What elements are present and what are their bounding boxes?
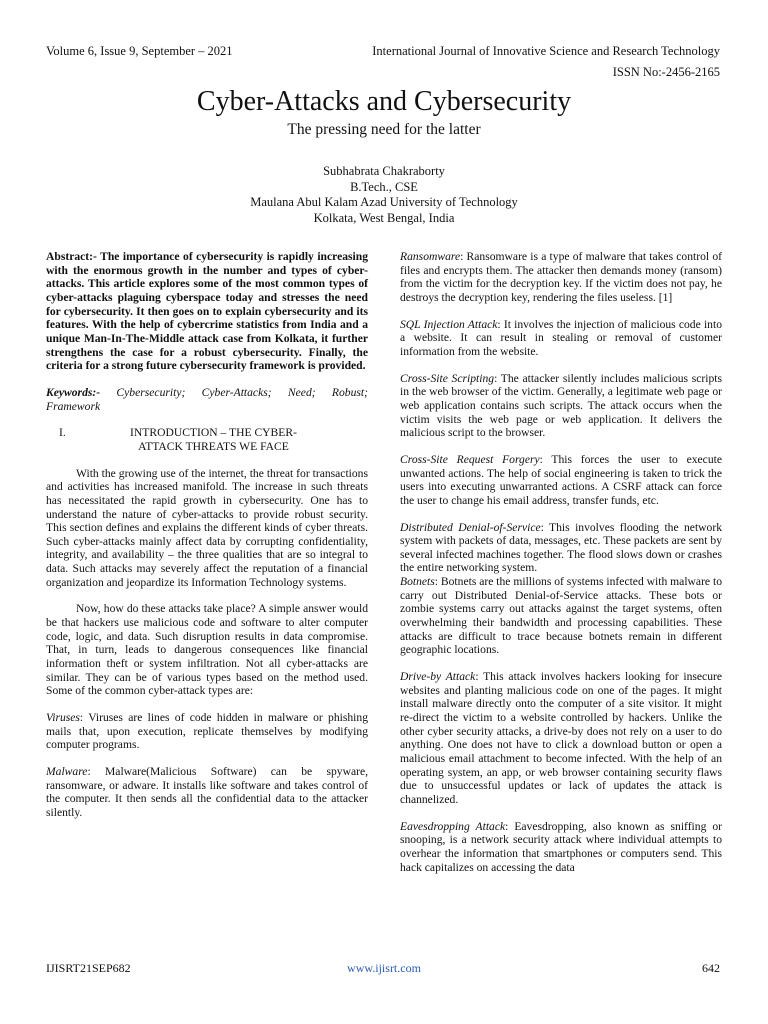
author-university: Maulana Abul Kalam Azad University of Technology xyxy=(250,195,518,210)
attack-term: SQL Injection Attack xyxy=(400,317,498,331)
attack-text: : Botnets are the millions of systems infected with malware to carry out Distributed Denial-of-Service attacks. These bots or zombie systems carry out attacks against the target systems, often overwhelming their bandwidth and processing capabilities. These attacks are difficult to trace because botnets remain in different geographic locations. xyxy=(400,575,722,657)
attack-term: Malware xyxy=(46,765,88,778)
abstract: Abstract:- The importance of cybersecurity is rapidly increasing with the enormous growth in the number and types of cyber-attacks. This article explores some of the most common types of cyber-attacks plaguing cyberspace today and stresses the need for cybersecurity. It then goes on to explain cybersecurity and its features. With the help of cybercrime statistics from India and a unique Man-In-The-Middle attack case from Kolkata, it further strengthens the case for a robust cybersecurity. Finally, the criteria for a strong future cybersecurity framework is provided. xyxy=(46,250,368,373)
author-location: Kolkata, West Bengal, India xyxy=(313,210,455,225)
attack-term: Eavesdropping Attack xyxy=(400,819,506,833)
attack-text: : It involves the injection of malicious code into a website. It can result in stealing or removal of customer information from the website. xyxy=(400,317,722,358)
attack-term: Distributed Denial-of-Service xyxy=(400,520,541,534)
attack-term: Drive-by Attack xyxy=(400,670,476,684)
header-journal: International Journal of Innovative Science and Research Technology xyxy=(372,44,720,58)
keywords-text: Cybersecurity; Cyber-Attacks; Need; Robust; Framework xyxy=(46,385,368,413)
section-number: I. xyxy=(59,426,66,440)
section-heading xyxy=(46,426,368,453)
attack-text: : The attacker silently includes malicious scripts in the web browser of the victim. Generally, a legitimate web page or web application contains such scripts. The attack occurs when the victim visits the web page or web application. It delivers the malicious script to the browser. xyxy=(400,371,722,440)
attack-eavesdropping xyxy=(400,820,722,875)
author-degree: B.Tech., CSE xyxy=(350,179,418,194)
attack-ddos xyxy=(400,521,722,576)
attack-text: : Ransomware is a type of malware that takes control of files and encrypts them. The attacker then demands money (ransom) from the victim for the decryption key. If the victim does not pay, he destroys the decryption key, rendering the files useless. [1] xyxy=(400,250,722,304)
attack-csrf xyxy=(400,453,722,508)
left-column xyxy=(46,250,368,833)
intro-paragraph-1: With the growing use of the internet, the threat for transactions and activities has increased manifold. The increase in such threats has necessitated the rapid growth in cybersecurity. One has to understand the nature of cyber-attacks to provide robust security. This section defines and explains the different kinds of cyber threats. Such cyber-attacks mainly affect data by corrupting confidentiality, integrity, and availability – the three qualities that are so integral to data. Such attacks may severely affect the reputation of a financial organization and jeopardize its Information Technology systems. xyxy=(46,466,368,589)
attack-term: Cross-Site Request Forgery xyxy=(400,452,540,466)
attack-viruses xyxy=(46,711,368,752)
section-title: INTRODUCTION – THE CYBER-ATTACK THREATS WE FACE xyxy=(130,426,297,453)
attack-botnets xyxy=(400,575,722,657)
paper-subtitle: The pressing need for the latter xyxy=(287,121,481,138)
attack-ransomware xyxy=(400,250,722,305)
attack-sql-injection xyxy=(400,318,722,359)
right-column xyxy=(400,250,722,874)
footer-website-link[interactable]: www.ijisrt.com xyxy=(347,961,421,975)
attack-text: : This forces the user to execute unwanted actions. The help of social engineering is taken to trick the users into executing unwarranted actions. A CSRF attack can force the user to change his email address, transfer funds, etc. xyxy=(400,452,722,507)
footer-page-number: 642 xyxy=(702,961,720,975)
paper-title: Cyber-Attacks and Cybersecurity xyxy=(196,86,572,117)
intro-paragraph-2: Now, how do these attacks take place? A simple answer would be that hackers use malicious code and software to alter computer code, logic, and data. Such disruption results in data compromise. That, in turn, leads to dangerous consequences like financial information theft or system infiltration. Not all cyber-attacks are similar. They can be of various types based on the method used. Some of the common cyber-attack types are: xyxy=(46,602,368,698)
attack-text: : Eavesdropping, also known as sniffing or snooping, is a network security attack where individual attempts to overhear the information that smartphones or computers send. This hack capitalizes on accessing the data xyxy=(400,819,722,874)
attack-text: : Viruses are lines of code hidden in malware or phishing mails that, upon execution, replicate themselves by modifying computer programs. xyxy=(46,711,368,752)
header-issn: ISSN No:-2456-2165 xyxy=(612,65,720,79)
attack-term: Botnets xyxy=(400,575,435,589)
attack-drive-by xyxy=(400,670,722,807)
keywords xyxy=(46,386,368,413)
header-volume: Volume 6, Issue 9, September – 2021 xyxy=(46,44,233,58)
attack-text: : This involves flooding the network system with packets of data, messages, etc. These packets are sent by several infected machines together. The flood slows down or crashes the entire networking system. xyxy=(400,520,722,575)
keywords-label: Keywords:- xyxy=(46,385,101,399)
attack-term: Ransomware xyxy=(400,250,461,263)
attack-term: Viruses xyxy=(46,711,80,725)
attack-text: : Malware(Malicious Software) can be spyware, ransomware, or adware. It installs like software and takes control of the computer. It then sends all the confidential data to the attacker silently. xyxy=(46,765,368,819)
author-name: Subhabrata Chakraborty xyxy=(323,164,445,178)
attack-malware xyxy=(46,765,368,820)
footer-paper-id: IJISRT21SEP682 xyxy=(46,961,131,975)
author-block xyxy=(0,164,768,226)
attack-text: : This attack involves hackers looking for insecure websites and planting malicious code on one of the pages. It might install malware directly onto the computer of a site visitor. It might re-direct the victim to a website controlled by hackers. Unlike the other cyber security attacks, a drive-by does not rely on a user to do anything. One does not have to click a download button or open a malicious email attachment to become infected. With the help of an operating system, an app, or web browser containing security flaws due to unsuccessful updates or lack of updates the attack is channelized. xyxy=(400,670,722,806)
attack-term: Cross-Site Scripting xyxy=(400,371,495,385)
attack-cross-site-scripting xyxy=(400,372,722,440)
